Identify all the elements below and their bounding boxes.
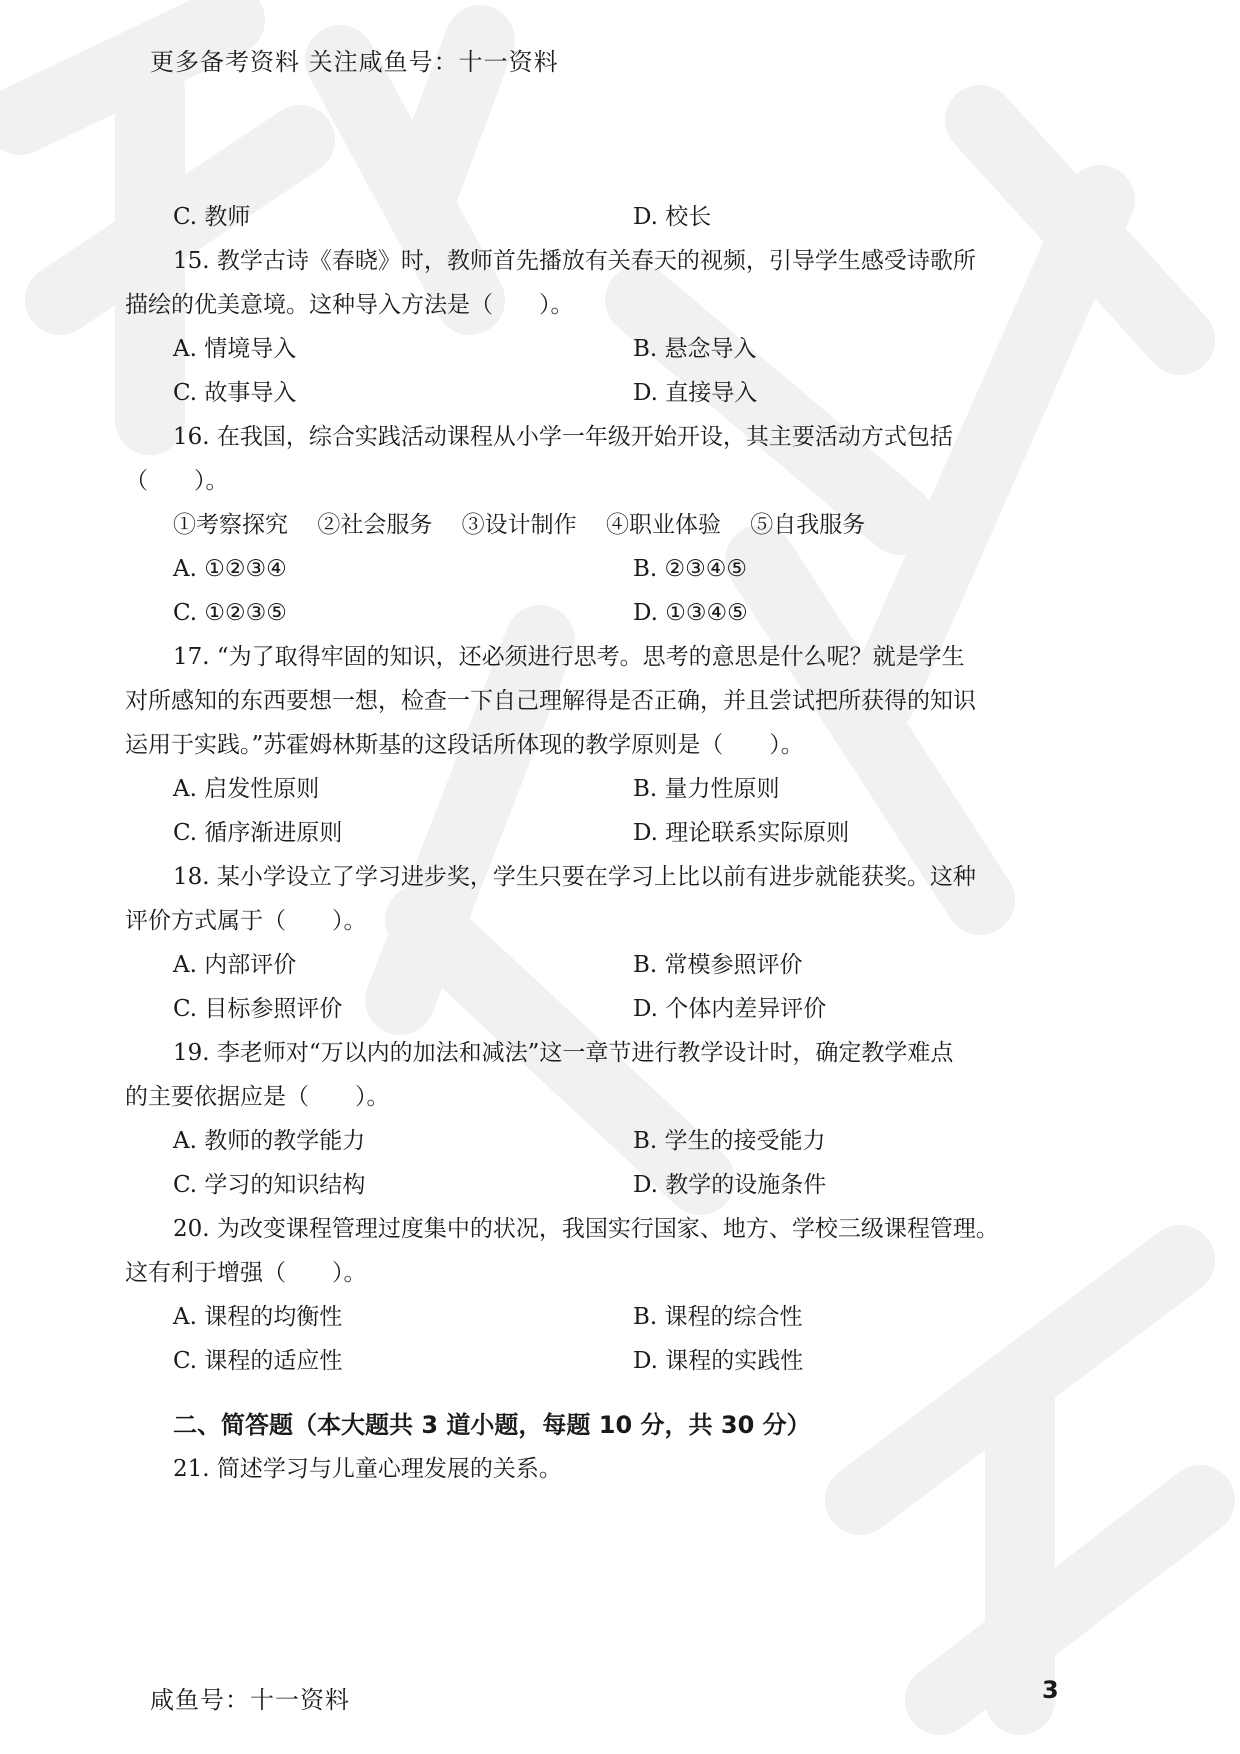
- option-row: [125, 767, 1070, 811]
- question-15: [125, 239, 1070, 415]
- question-21: 21. 简述学习与儿童心理发展的关系。: [173, 1456, 562, 1482]
- option-row: [125, 1119, 1070, 1163]
- option-d: D. 教学的设施条件: [633, 1172, 827, 1198]
- option-a: A. 课程的均衡性: [173, 1304, 343, 1330]
- exam-content: [125, 195, 1070, 1491]
- section-title: 二、简答题（本大题共 3 道小题，每题 10 分，共 30 分）: [173, 1411, 811, 1439]
- question-stem-line: 运用于实践。”苏霍姆林斯基的这段话所体现的教学原则是（ ）。: [125, 732, 804, 758]
- option-a: A. ①②③④: [173, 556, 287, 582]
- q14-options-tail: [125, 195, 1070, 239]
- option-row: [125, 811, 1070, 855]
- option-b: B. 学生的接受能力: [633, 1128, 826, 1154]
- numbered-items: [125, 503, 1070, 547]
- question-stem-line: 20. 为改变课程管理过度集中的状况，我国实行国家、地方、学校三级课程管理。: [173, 1216, 999, 1242]
- option-d: D. 个体内差异评价: [633, 996, 827, 1022]
- question-stem-line: 17. “为了取得牢固的知识，还必须进行思考。思考的意思是什么呢？就是学生: [173, 644, 965, 670]
- question-stem-line: 的主要依据应是（ ）。: [125, 1084, 390, 1110]
- option-row: [125, 987, 1070, 1031]
- question-stem-line: 这有利于增强（ ）。: [125, 1260, 367, 1286]
- option-b: B. 课程的综合性: [633, 1304, 803, 1330]
- option-a: A. 内部评价: [173, 952, 297, 978]
- question-16: [125, 415, 1070, 635]
- option-c: C. 课程的适应性: [173, 1348, 343, 1374]
- item-2: ②社会服务: [317, 512, 433, 538]
- option-a: A. 教师的教学能力: [173, 1128, 366, 1154]
- option-a: A. 情境导入: [173, 336, 297, 362]
- option-row: [125, 943, 1070, 987]
- option-c: C. 教师: [173, 204, 251, 230]
- question-20: [125, 1207, 1070, 1383]
- question-17: [125, 635, 1070, 855]
- question-stem-line: 19. 李老师对“万以内的加法和减法”这一章节进行教学设计时，确定教学难点: [173, 1040, 954, 1066]
- question-stem-line: 对所感知的东西要想一想，检查一下自己理解得是否正确，并且尝试把所获得的知识: [125, 688, 976, 714]
- item-3: ③设计制作: [461, 512, 577, 538]
- option-d: D. 课程的实践性: [633, 1348, 804, 1374]
- footer-note: 咸鱼号：十一资料: [150, 1686, 350, 1714]
- option-b: B. 悬念导入: [633, 336, 757, 362]
- question-stem-line: （ ）。: [125, 468, 229, 494]
- option-c: C. 目标参照评价: [173, 996, 343, 1022]
- option-d: D. 直接导入: [633, 380, 758, 406]
- option-a: A. 启发性原则: [173, 776, 320, 802]
- option-c: C. 故事导入: [173, 380, 297, 406]
- option-c: C. 循序渐进原则: [173, 820, 343, 846]
- option-b: B. 常模参照评价: [633, 952, 803, 978]
- option-d: D. ①③④⑤: [633, 600, 748, 626]
- option-c: C. ①②③⑤: [173, 600, 287, 626]
- item-4: ④职业体验: [605, 512, 721, 538]
- option-d: D. 校长: [633, 204, 712, 230]
- header-note: 更多备考资料 关注咸鱼号：十一资料: [150, 48, 559, 76]
- question-stem-line: 评价方式属于（ ）。: [125, 908, 367, 934]
- option-row: [125, 1163, 1070, 1207]
- item-5: ⑤自我服务: [750, 512, 866, 538]
- option-row: [125, 591, 1070, 635]
- question-stem-line: 16. 在我国，综合实践活动课程从小学一年级开始开设，其主要活动方式包括: [173, 424, 953, 450]
- option-b: B. 量力性原则: [633, 776, 780, 802]
- option-c: C. 学习的知识结构: [173, 1172, 366, 1198]
- option-row: [125, 1339, 1070, 1383]
- option-row: [125, 1295, 1070, 1339]
- question-stem-line: 15. 教学古诗《春晓》时，教师首先播放有关春天的视频，引导学生感受诗歌所: [173, 248, 976, 274]
- page-number: 3: [1042, 1676, 1059, 1704]
- question-stem-line: 18. 某小学设立了学习进步奖，学生只要在学习上比以前有进步就能获奖。这种: [173, 864, 976, 890]
- question-stem-line: 描绘的优美意境。这种导入方法是（ ）。: [125, 292, 574, 318]
- option-row: [125, 371, 1070, 415]
- item-1: ①考察探究: [173, 512, 288, 538]
- option-d: D. 理论联系实际原则: [633, 820, 850, 846]
- option-b: B. ②③④⑤: [633, 556, 748, 582]
- question-18: [125, 855, 1070, 1031]
- question-19: [125, 1031, 1070, 1207]
- option-row: [125, 547, 1070, 591]
- option-row: [125, 327, 1070, 371]
